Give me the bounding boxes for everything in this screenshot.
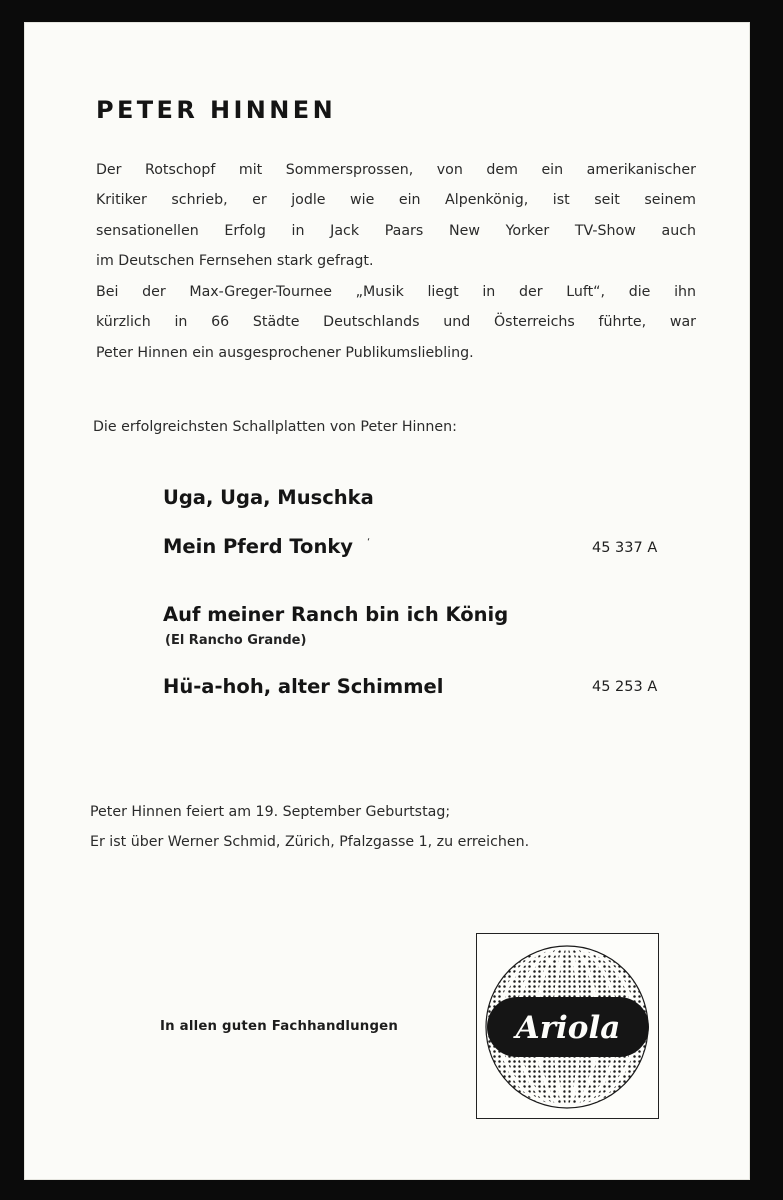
record-subtitle: (El Rancho Grande) [165,633,307,648]
record-title: Hü-a-hoh, alter Schimmel [163,675,444,698]
intro-paragraph-2 [96,277,696,368]
record-title: Uga, Uga, Muschka [163,486,374,509]
ariola-wordmark: Ariola [515,1010,621,1046]
footer-line: Peter Hinnen feiert am 19. September Geburtstag; [90,804,451,820]
intro-line: im Deutschen Fernsehen stark gefragt. [96,253,374,270]
intro-line: sensationellen Erfolg in Jack Paars New Yorker TV-Show auch [96,222,696,239]
catalog-number: 45 337 A [592,540,658,556]
ariola-globe-logo-icon [477,934,658,1118]
intro-paragraph-1 [96,155,696,277]
record-title: Mein Pferd Tonky [163,535,354,558]
page-title: PETER HINNEN [96,96,337,124]
intro-line: Kritiker schrieb, er jodle wie ein Alpenkönig, ist seit seinem [96,192,696,209]
ariola-logo-box [476,933,659,1119]
print-mark: ‘ [367,537,371,548]
shops-note: In allen guten Fachhandlungen [160,1019,399,1034]
records-heading: Die erfolgreichsten Schallplatten von Peter Hinnen: [93,419,457,435]
footer-line: Er ist über Werner Schmid, Zürich, Pfalzgasse 1, zu erreichen. [90,834,530,850]
catalog-number: 45 253 A [592,679,658,695]
intro-line: Der Rotschopf mit Sommersprossen, von dem ein amerikanischer [96,162,696,178]
intro-line: Bei der Max-Greger-Tournee „Musik liegt in der Luft“, die ihn [96,284,696,300]
intro-line: kürzlich in 66 Städte Deutschlands und Österreichs führte, war [96,314,696,331]
intro-line: Peter Hinnen ein ausgesprochener Publikumsliebling. [96,344,474,361]
record-title: Auf meiner Ranch bin ich König [163,603,509,626]
